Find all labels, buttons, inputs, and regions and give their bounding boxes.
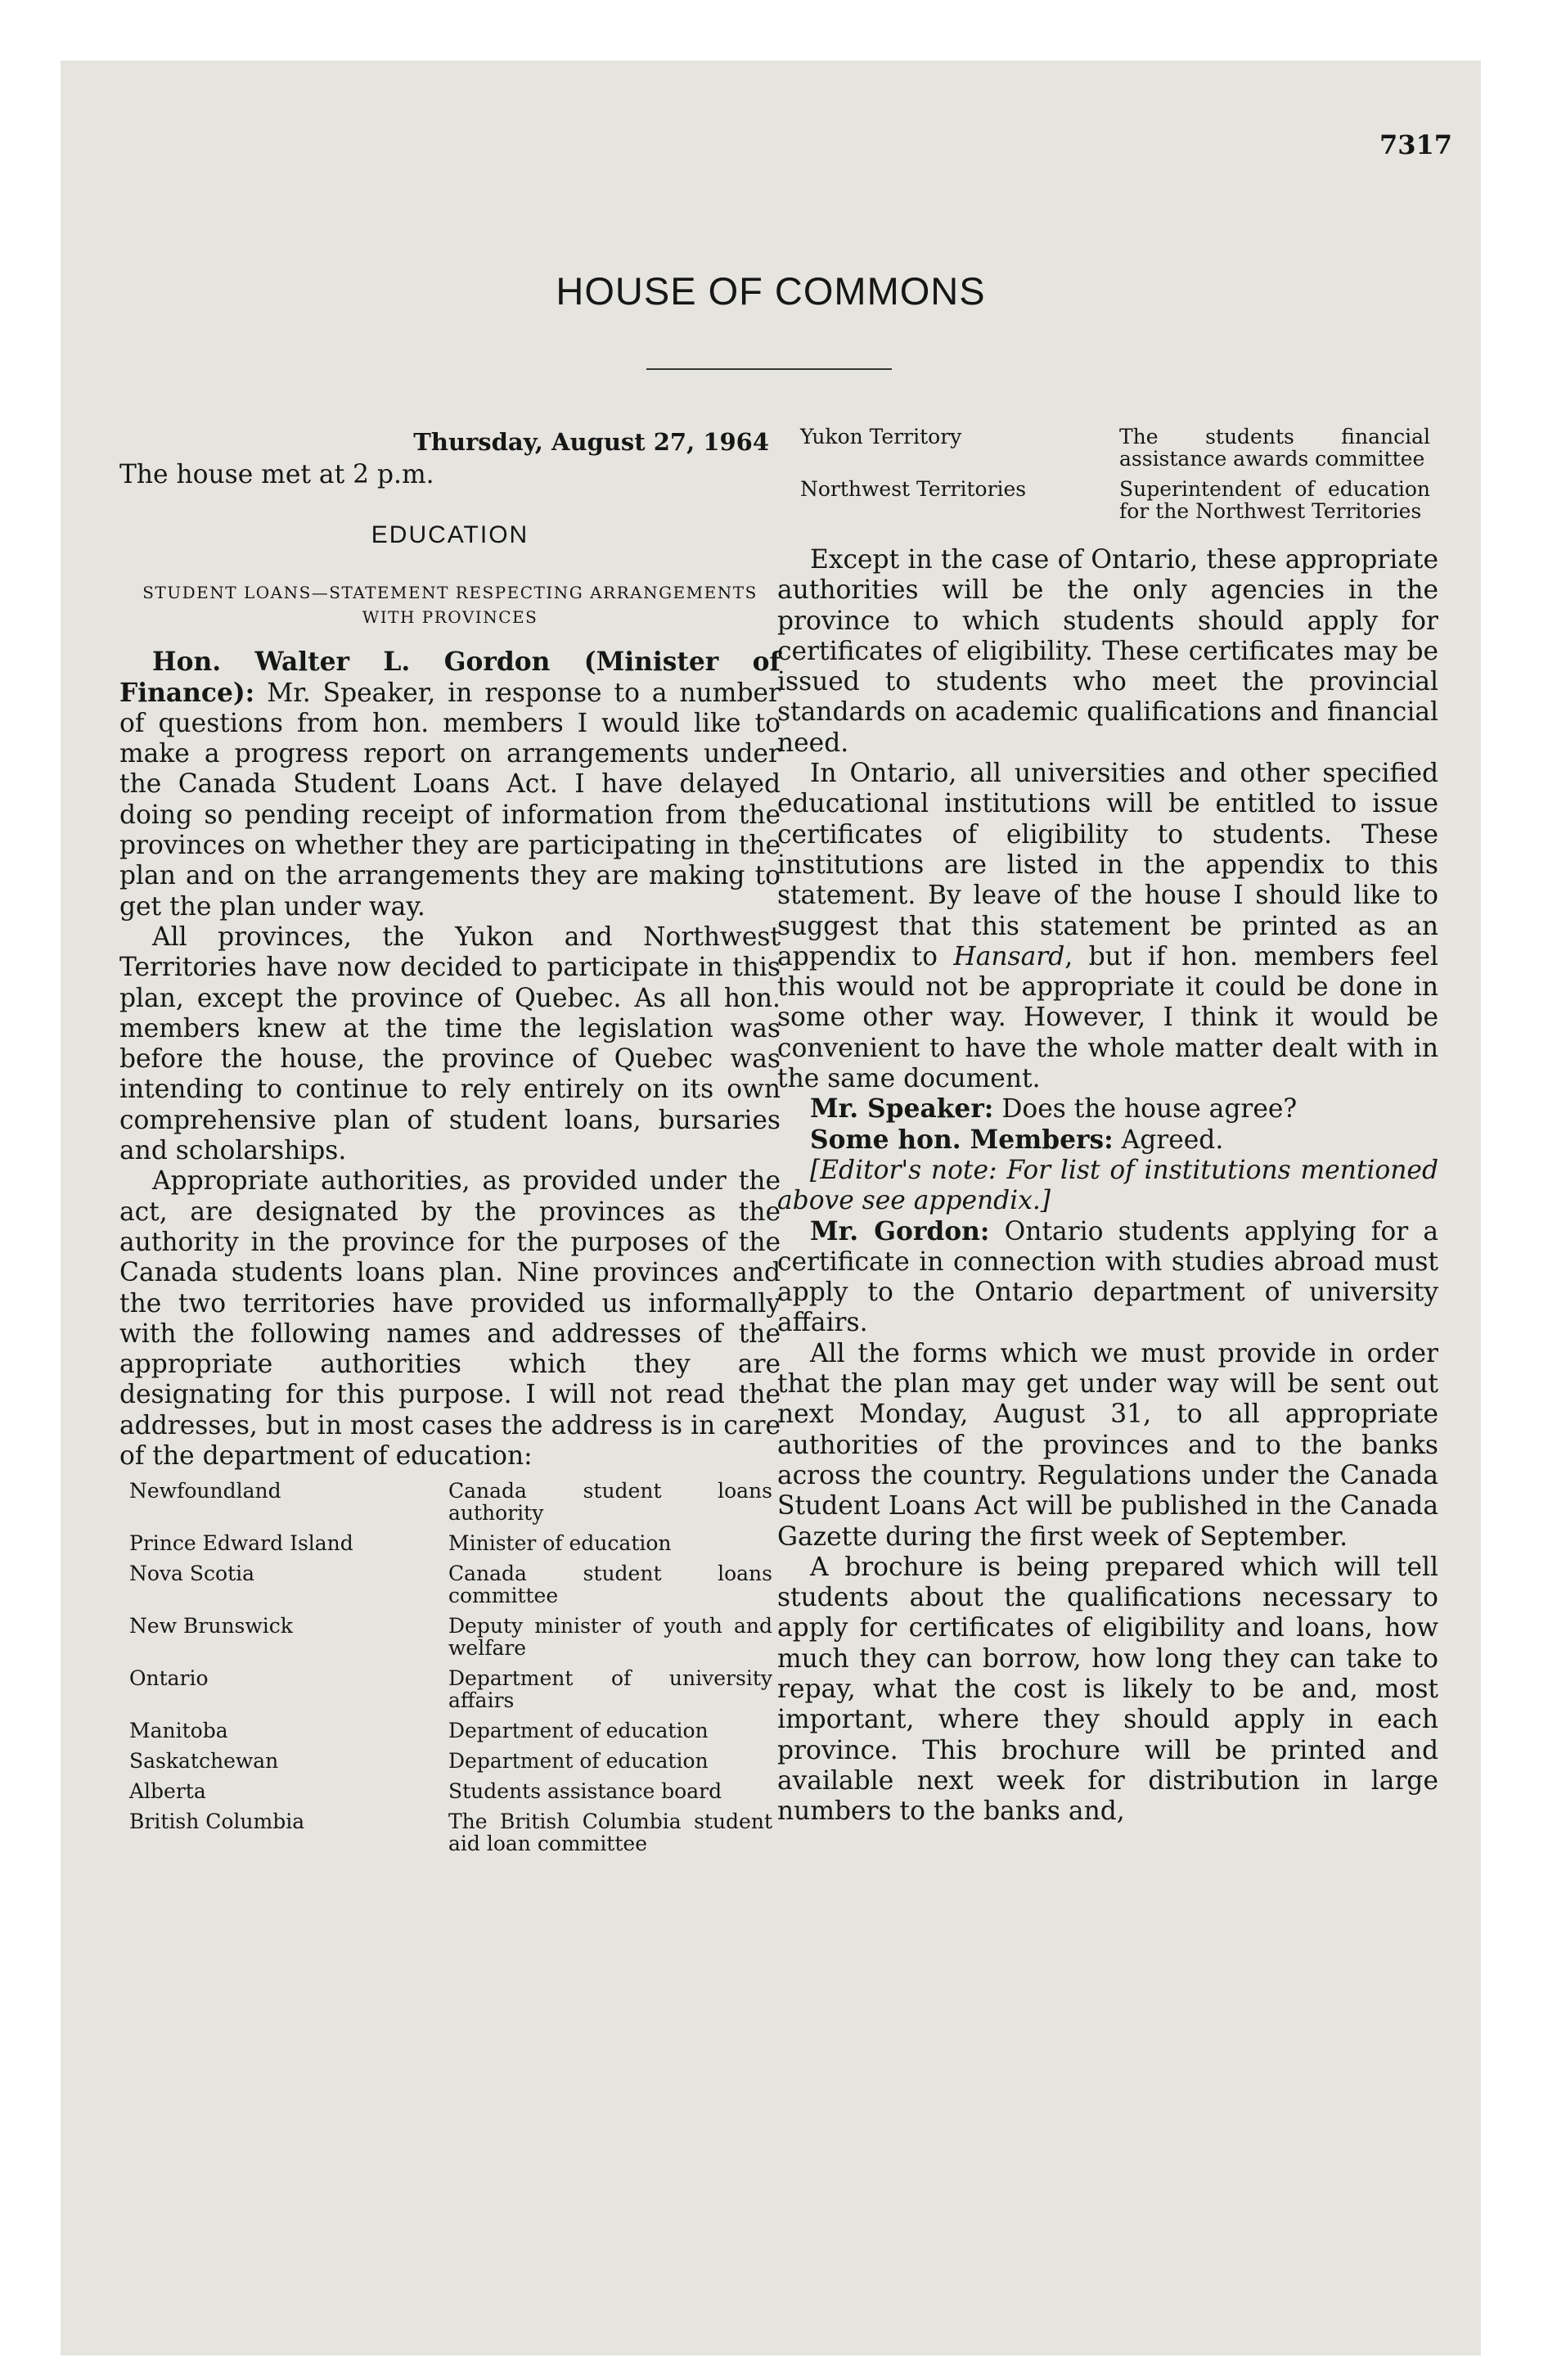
province-cell: New Brunswick <box>129 1614 293 1639</box>
authority-cell: Canada student loans authority <box>448 1479 772 1526</box>
paragraph: Appropriate authorities, as provided under the act, are designated by the provinces as the authority in the province for the purposes of the Canada students loans plan. Nine provinces and the two territories have provided us informally with the following names and addresses of the appropriate authorities which they are designating for this purpose. I will not read the addresses, but in most cases the address is in care of the department of education: <box>119 1166 781 1472</box>
authority-cell: Department of university affairs <box>448 1666 772 1713</box>
province-cell: Newfoundland <box>129 1479 281 1503</box>
province-cell: Saskatchewan <box>129 1749 279 1774</box>
authority-cell: The British Columbia student aid loan committee <box>448 1810 772 1856</box>
province-cell: British Columbia <box>129 1810 305 1834</box>
province-cell: Ontario <box>129 1666 209 1691</box>
meeting-time: The house met at 2 p.m. <box>119 460 434 489</box>
house-title: HOUSE OF COMMONS <box>556 269 986 313</box>
section-heading: EDUCATION <box>371 521 529 549</box>
province-cell: Northwest Territories <box>800 477 1027 501</box>
table-row <box>119 1720 781 1750</box>
right-column <box>777 426 1438 1827</box>
paragraph <box>777 1125 1438 1156</box>
authorities-table <box>119 1480 781 1863</box>
authority-cell: Minister of education <box>448 1531 672 1556</box>
table-row <box>777 426 1438 478</box>
table-row <box>119 1780 781 1810</box>
hansard-title: Hansard <box>953 941 1065 971</box>
province-cell: Nova Scotia <box>129 1562 255 1586</box>
paragraph <box>777 1217 1438 1339</box>
left-column <box>119 426 781 1869</box>
subheading: STUDENT LOANS—STATEMENT RESPECTING ARRANGEMENTS WITH PROVINCES <box>142 583 758 628</box>
table-row <box>119 1532 781 1562</box>
speaker-name: Mr. Gordon: <box>810 1216 990 1246</box>
editor-note: [Editor's note: For list of institutions mentioned above see appendix.] <box>777 1155 1438 1216</box>
speaker-name: Hon. Walter L. Gordon (Minister of Finance): <box>119 647 781 708</box>
table-row <box>119 1750 781 1780</box>
province-cell: Prince Edward Island <box>129 1531 353 1556</box>
table-row <box>119 1810 781 1863</box>
territories-table <box>777 426 1438 530</box>
document-page <box>61 61 1481 2355</box>
authority-cell: Department of education <box>448 1749 709 1774</box>
paragraph: Except in the case of Ontario, these appropriate authorities will be the only agencies in the province to which students should apply for certificates of eligibility. These certificates may be issued to students who meet the provincial standards on academic qualifications and financial need. <box>777 545 1438 758</box>
authority-cell: Superintendent of education for the Northwest Territories <box>1119 477 1430 523</box>
paragraph-text: Agreed. <box>1121 1125 1224 1155</box>
province-cell: Alberta <box>129 1779 206 1804</box>
paragraph-text: , but if hon. members feel this would not be appropriate it could be done in some other way. However, I think it would be convenient to have the whole matter dealt with in the same document. <box>777 941 1438 1094</box>
speaker-name: Some hon. Members: <box>810 1125 1114 1155</box>
paragraph <box>119 647 781 922</box>
paragraph-text: In Ontario, all universities and other specified educational institutions will be entitled to issue certificates of eligibility to students. These institutions are listed in the appendix to this statement. By leave of the house I should like to suggest that this statement be printed as an appendix to <box>777 759 1438 971</box>
authority-cell: Canada student loans committee <box>448 1562 772 1608</box>
paragraph-text: Ontario students applying for a certificate in connection with studies abroad must apply to the Ontario department of university affairs. <box>777 1216 1438 1338</box>
paragraph-text: Mr. Speaker, in response to a number of questions from hon. members I would like to make a progress report on arrangements under the Canada Student Loans Act. I have delayed doing so pending receipt of information from the provinces on whether they are participating in the plan and on the arrangements they are making to get the plan under way. <box>119 678 781 922</box>
table-row <box>777 478 1438 530</box>
table-row <box>119 1615 781 1667</box>
authority-cell: Department of education <box>448 1719 709 1743</box>
table-row <box>119 1480 781 1532</box>
speaker-name: Mr. Speaker: <box>810 1094 994 1125</box>
table-row <box>119 1562 781 1615</box>
paragraph-text: Does the house agree? <box>1001 1094 1298 1125</box>
authority-cell: The students financial assistance awards committee <box>1119 425 1430 471</box>
province-cell: Manitoba <box>129 1719 228 1743</box>
authority-cell: Students assistance board <box>448 1779 722 1804</box>
paragraph <box>777 1094 1438 1125</box>
authority-cell: Deputy minister of youth and welfare <box>448 1614 772 1661</box>
paragraph: All the forms which we must provide in order that the plan may get under way will be sent out next Monday, August 31, to all appropriate authorities of the provinces and to the banks across the country. Regulations under the Canada Student Loans Act will be published in the Canada Gazette during the first week of September. <box>777 1338 1438 1552</box>
page-number: 7317 <box>1379 129 1453 160</box>
paragraph <box>777 759 1438 1094</box>
title-divider <box>646 368 892 370</box>
sitting-date: Thursday, August 27, 1964 <box>413 428 769 456</box>
paragraph: All provinces, the Yukon and Northwest Territories have now decided to participate in this plan, except the province of Quebec. As all hon. members knew at the time the legislation was before the house, the province of Quebec was intending to continue to rely entirely on its own comprehensive plan of student loans, bursaries and scholarships. <box>119 922 781 1166</box>
province-cell: Yukon Territory <box>800 425 962 449</box>
paragraph: A brochure is being prepared which will tell students about the qualifications necessary to apply for certificates of eligibility and loans, how much they can borrow, how long they can take to repay, what the cost is likely to be and, most important, where they should apply in each province. This brochure will be printed and available next week for distribution in large numbers to the banks and, <box>777 1552 1438 1827</box>
table-row <box>119 1667 781 1720</box>
